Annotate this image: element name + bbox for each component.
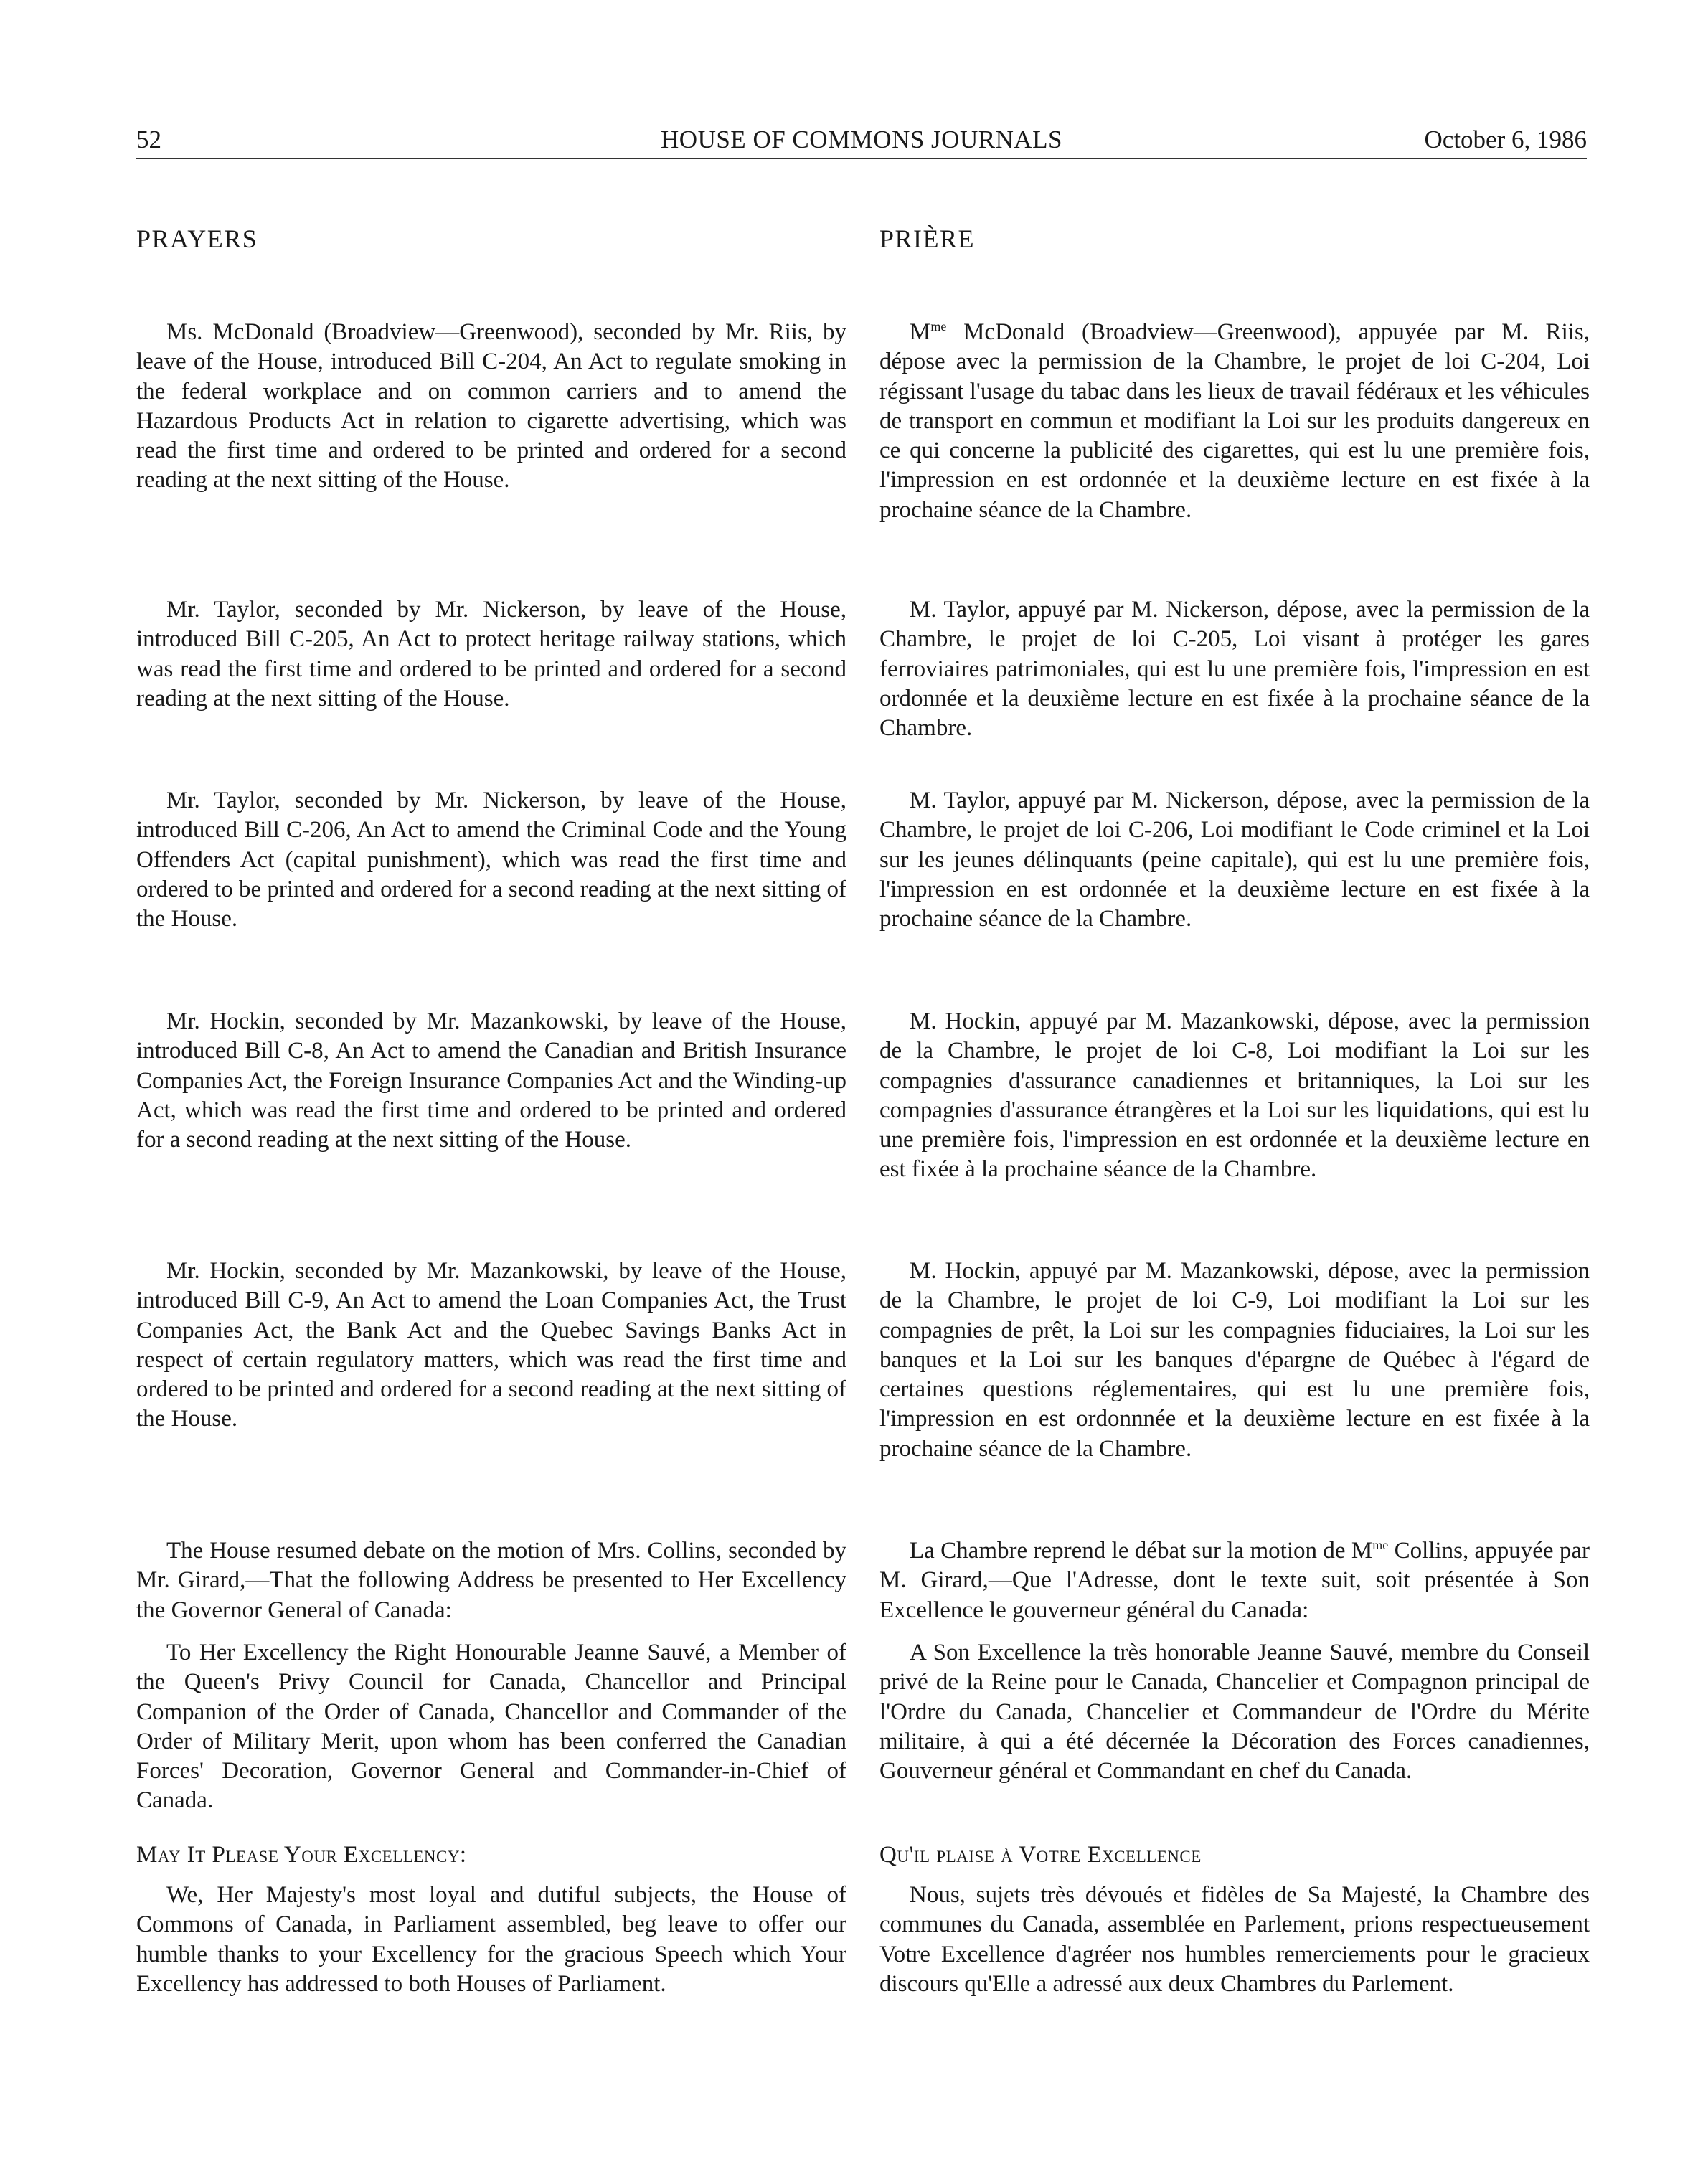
fr-debate-text: Collins, appuyée par M. Girard,—Que l'Adresse, dont le texte suit, soit présentée à Son Excellence le gouverneur général du Canada: bbox=[879, 1538, 1590, 1623]
fr-paragraph-c204 bbox=[879, 318, 1590, 525]
en-paragraph-c9: Mr. Hockin, seconded by Mr. Mazankowski, by leave of the House, introduced Bill C-9, An Act to amend the Loan Companies Act, the Trust Companies Act, the Bank Act and the Quebec Savings Banks Act in respect of certain regulatory matters, which was read the first time and ordered to be printed and ordered for a second reading at the next sitting of the House. bbox=[136, 1258, 846, 1432]
en-paragraph-c206: Mr. Taylor, seconded by Mr. Nickerson, by leave of the House, introduced Bill C-206, An Act to amend the Criminal Code and the Young Offenders Act (capital punishment), which was read the first time and ordered to be printed and ordered for a second reading at the next sitting of the House. bbox=[136, 788, 846, 932]
fr-paragraph-closing: Nous, sujets très dévoués et fidèles de Sa Majesté, la Chambre des communes du Canada, assemblée en Parlement, prions respectueusement Votre Excellence d'agréer nos humbles remerciements pour le gracieux discours qu'Elle a adressé aux deux Chambres du Parlement. bbox=[879, 1882, 1590, 1997]
journal-date: October 6, 1986 bbox=[1424, 126, 1587, 153]
fr-paragraph-c204-text: McDonald (Broadview—Greenwood), appuyée par M. Riis, dépose avec la permission de la Chambre, le projet de loi C-204, Loi régissant l'usage du tabac dans les lieux de travail fédéraux et les véhicules de transport en commun et modifiant la Loi sur les produits dangereux en ce qui concerne la publicité des cigarettes, qui est lu une première fois, l'impression en est ordonnée et la deuxième lecture en est fixée à la prochaine séance de la Chambre. bbox=[879, 319, 1590, 523]
en-paragraph-c205: Mr. Taylor, seconded by Mr. Nickerson, by leave of the House, introduced Bill C-205, An Act to protect heritage railway stations, which was read the first time and ordered to be printed and ordered for a second reading at the next sitting of the House. bbox=[136, 597, 846, 712]
fr-address-heading: Qu'il plaise à Votre Excellence bbox=[879, 1842, 1202, 1868]
fr-paragraph-c9: M. Hockin, appuyé par M. Mazankowski, dépose, avec la permission de la Chambre, le projet de loi C-9, Loi modifiant la Loi sur les compagnies de prêt, la Loi sur les compagnies fiduciaires, la Loi sur les banques et la Loi sur les banques d'épargne de Québec à l'égard de certaines questions réglementaires, qui est lu une première fois, l'impression en est ordonnnée et la deuxième lecture en est fixée à la prochaine séance de la Chambre. bbox=[879, 1258, 1590, 1462]
fr-paragraph-debate bbox=[879, 1536, 1590, 1625]
fr-debate-superscript: me bbox=[1372, 1538, 1389, 1552]
en-address-heading: May It Please Your Excellency: bbox=[136, 1842, 467, 1868]
en-paragraph-closing: We, Her Majesty's most loyal and dutiful subjects, the House of Commons of Canada, in Parliament assembled, beg leave to offer our humble thanks to your Excellency for the gracious Speech which Your Excellency has addressed to both Houses of Parliament. bbox=[136, 1882, 846, 1997]
en-paragraph-c204: Ms. McDonald (Broadview—Greenwood), seconded by Mr. Riis, by leave of the House, introduced Bill C-204, An Act to regulate smoking in the federal workplace and on common carriers and to amend the Hazardous Products Act in relation to cigarette advertising, which was read the first time and ordered to be printed and ordered for a second reading at the next sitting of the House. bbox=[136, 319, 846, 493]
fr-paragraph-c205: M. Taylor, appuyé par M. Nickerson, dépose, avec la permission de la Chambre, le projet de loi C-205, Loi visant à protéger les gares ferroviaires patrimoniales, qui est lu une première fois, l'impression en est ordonnée et la deuxième lecture en est fixée à la prochaine séance de la Chambre. bbox=[879, 597, 1590, 742]
page-header bbox=[136, 122, 1587, 159]
fr-title-prefix: M bbox=[910, 319, 931, 345]
fr-paragraph-c206: M. Taylor, appuyé par M. Nickerson, dépose, avec la permission de la Chambre, le projet de loi C-206, Loi modifiant le Code criminel et la Loi sur les jeunes délinquants (peine capitale), qui est lu une première fois, l'impression en est ordonnée et la deuxième lecture en est fixée à la prochaine séance de la Chambre. bbox=[879, 788, 1590, 932]
priere-heading: PRIÈRE bbox=[879, 224, 976, 253]
en-paragraph-debate: The House resumed debate on the motion of Mrs. Collins, seconded by Mr. Girard,—That the following Address be presented to Her Excellency the Governor General of Canada: bbox=[136, 1538, 846, 1623]
prayers-heading: PRAYERS bbox=[136, 224, 258, 253]
page-number: 52 bbox=[136, 126, 161, 153]
fr-debate-prefix: La Chambre reprend le débat sur la motion de M bbox=[910, 1538, 1373, 1564]
journal-title: HOUSE OF COMMONS JOURNALS bbox=[661, 126, 1062, 153]
fr-paragraph-address: A Son Excellence la très honorable Jeanne Sauvé, membre du Conseil privé de la Reine pour le Canada, Chancelier et Compagnon principal de l'Ordre du Canada, Chancelier et Commandeur de l'Ordre du Mérite militaire, à qui a été décernée la Décoration des Forces canadiennes, Gouverneur général et Commandant en chef du Canada. bbox=[879, 1640, 1590, 1784]
fr-paragraph-c8: M. Hockin, appuyé par M. Mazankowski, dépose, avec la permission de la Chambre, le projet de loi C-8, Loi modifiant la Loi sur les compagnies d'assurance canadiennes et britanniques, la Loi sur les compagnies d'assurance étrangères et la Loi sur les liquidations, qui est lu une première fois, l'impression en est ordonnée et la deuxième lecture en est fixée à la prochaine séance de la Chambre. bbox=[879, 1008, 1590, 1183]
en-paragraph-address: To Her Excellency the Right Honourable Jeanne Sauvé, a Member of the Queen's Privy Council for Canada, Chancellor and Principal Companion of the Order of Canada, Chancellor and Commander of the Order of Military Merit, upon whom has been conferred the Canadian Forces' Decoration, Governor General and Commander-in-Chief of Canada. bbox=[136, 1640, 846, 1814]
en-paragraph-c8: Mr. Hockin, seconded by Mr. Mazankowski, by leave of the House, introduced Bill C-8, An Act to amend the Canadian and British Insurance Companies Act, the Foreign Insurance Companies Act and the Winding-up Act, which was read the first time and ordered to be printed and ordered for a second reading at the next sitting of the House. bbox=[136, 1008, 846, 1153]
fr-title-superscript: me bbox=[930, 319, 947, 334]
